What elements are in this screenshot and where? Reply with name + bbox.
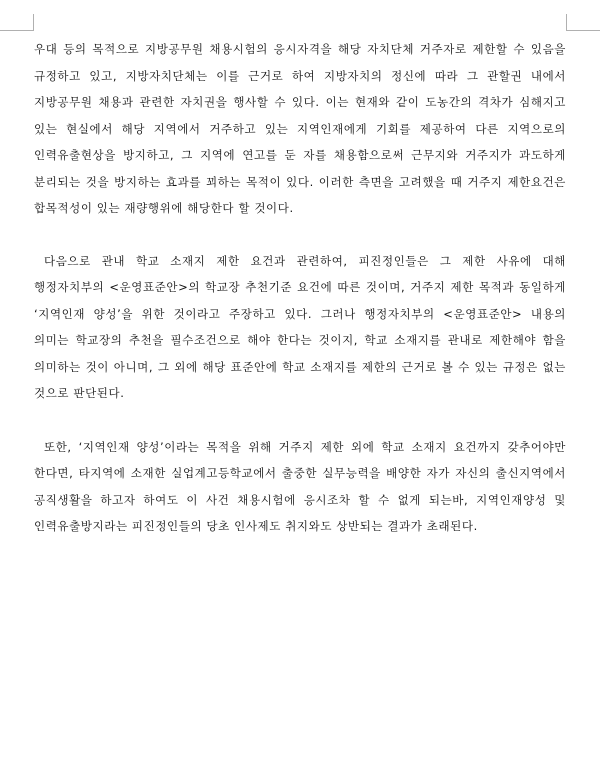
paragraph-2: 다음으로 관내 학교 소재지 제한 요건과 관련하여, 피진정인들은 그 제한 사유에 대해 행정자치부의 <운영표준안>의 학교장 추천기준 요건에 따른 것이며, 거주지 제한 목적과 동일하게 ‘지역인재 양성’을 위한 것이라고 주장하고 있다. 그러나 행정자치부의 <운영표준안> 내용의 의미는 학교장의 추천을 필수조건으로 해야 한다는 것이지, 학교 소재지를 관내로 제한해야 함을 의미하는 것이 아니며, 그 외에 해당 표준안에 학교 소재지를 제한의 근거로 볼 수 있는 규정은 없는 것으로 판단된다. [34, 253, 566, 400]
crop-mark-top-right-horizontal [566, 30, 600, 31]
paragraph-3: 또한, ‘지역인재 양성’이라는 목적을 위해 거주지 제한 외에 학교 소재지 요건까지 갖추어야만 한다면, 타지역에 소재한 실업계고등학교에서 출중한 실무능력을 배양한 자가 자신의 출신지역에서 공직생활을 하고자 하여도 이 사건 채용시험에 응시조차 할 수 없게 되는바, 지역인재양성 및 인력유출방지라는 피진정인들의 당초 인사제도 취지와도 상반되는 결과가 초래된다. [34, 439, 566, 533]
document-body [34, 36, 566, 540]
crop-mark-top-right-vertical [566, 14, 567, 31]
crop-mark-top-left-vertical [33, 14, 34, 31]
paragraph-1: 우대 등의 목적으로 지방공무원 채용시험의 응시자격을 해당 자치단체 거주자로 제한할 수 있음을 규정하고 있고, 지방자치단체는 이를 근거로 하여 지방자치의 정신에 따라 그 관할권 내에서 지방공무원 채용과 관련한 자치권을 행사할 수 있다. 이는 현재와 같이 도농간의 격차가 심해지고 있는 현실에서 해당 지역에서 거주하고 있는 지역인재에게 기회를 제공하여 다른 지역으로의 인력유출현상을 방지하고, 그 지역에 연고를 둔 자를 채용함으로써 근무지와 거주지가 과도하게 분리되는 것을 방지하는 효과를 꾀하는 목적이 있다. 이러한 측면을 고려했을 때 거주지 제한요건은 합목적성이 있는 재량행위에 해당한다 할 것이다. [34, 42, 566, 215]
crop-mark-top-left-horizontal [0, 30, 34, 31]
